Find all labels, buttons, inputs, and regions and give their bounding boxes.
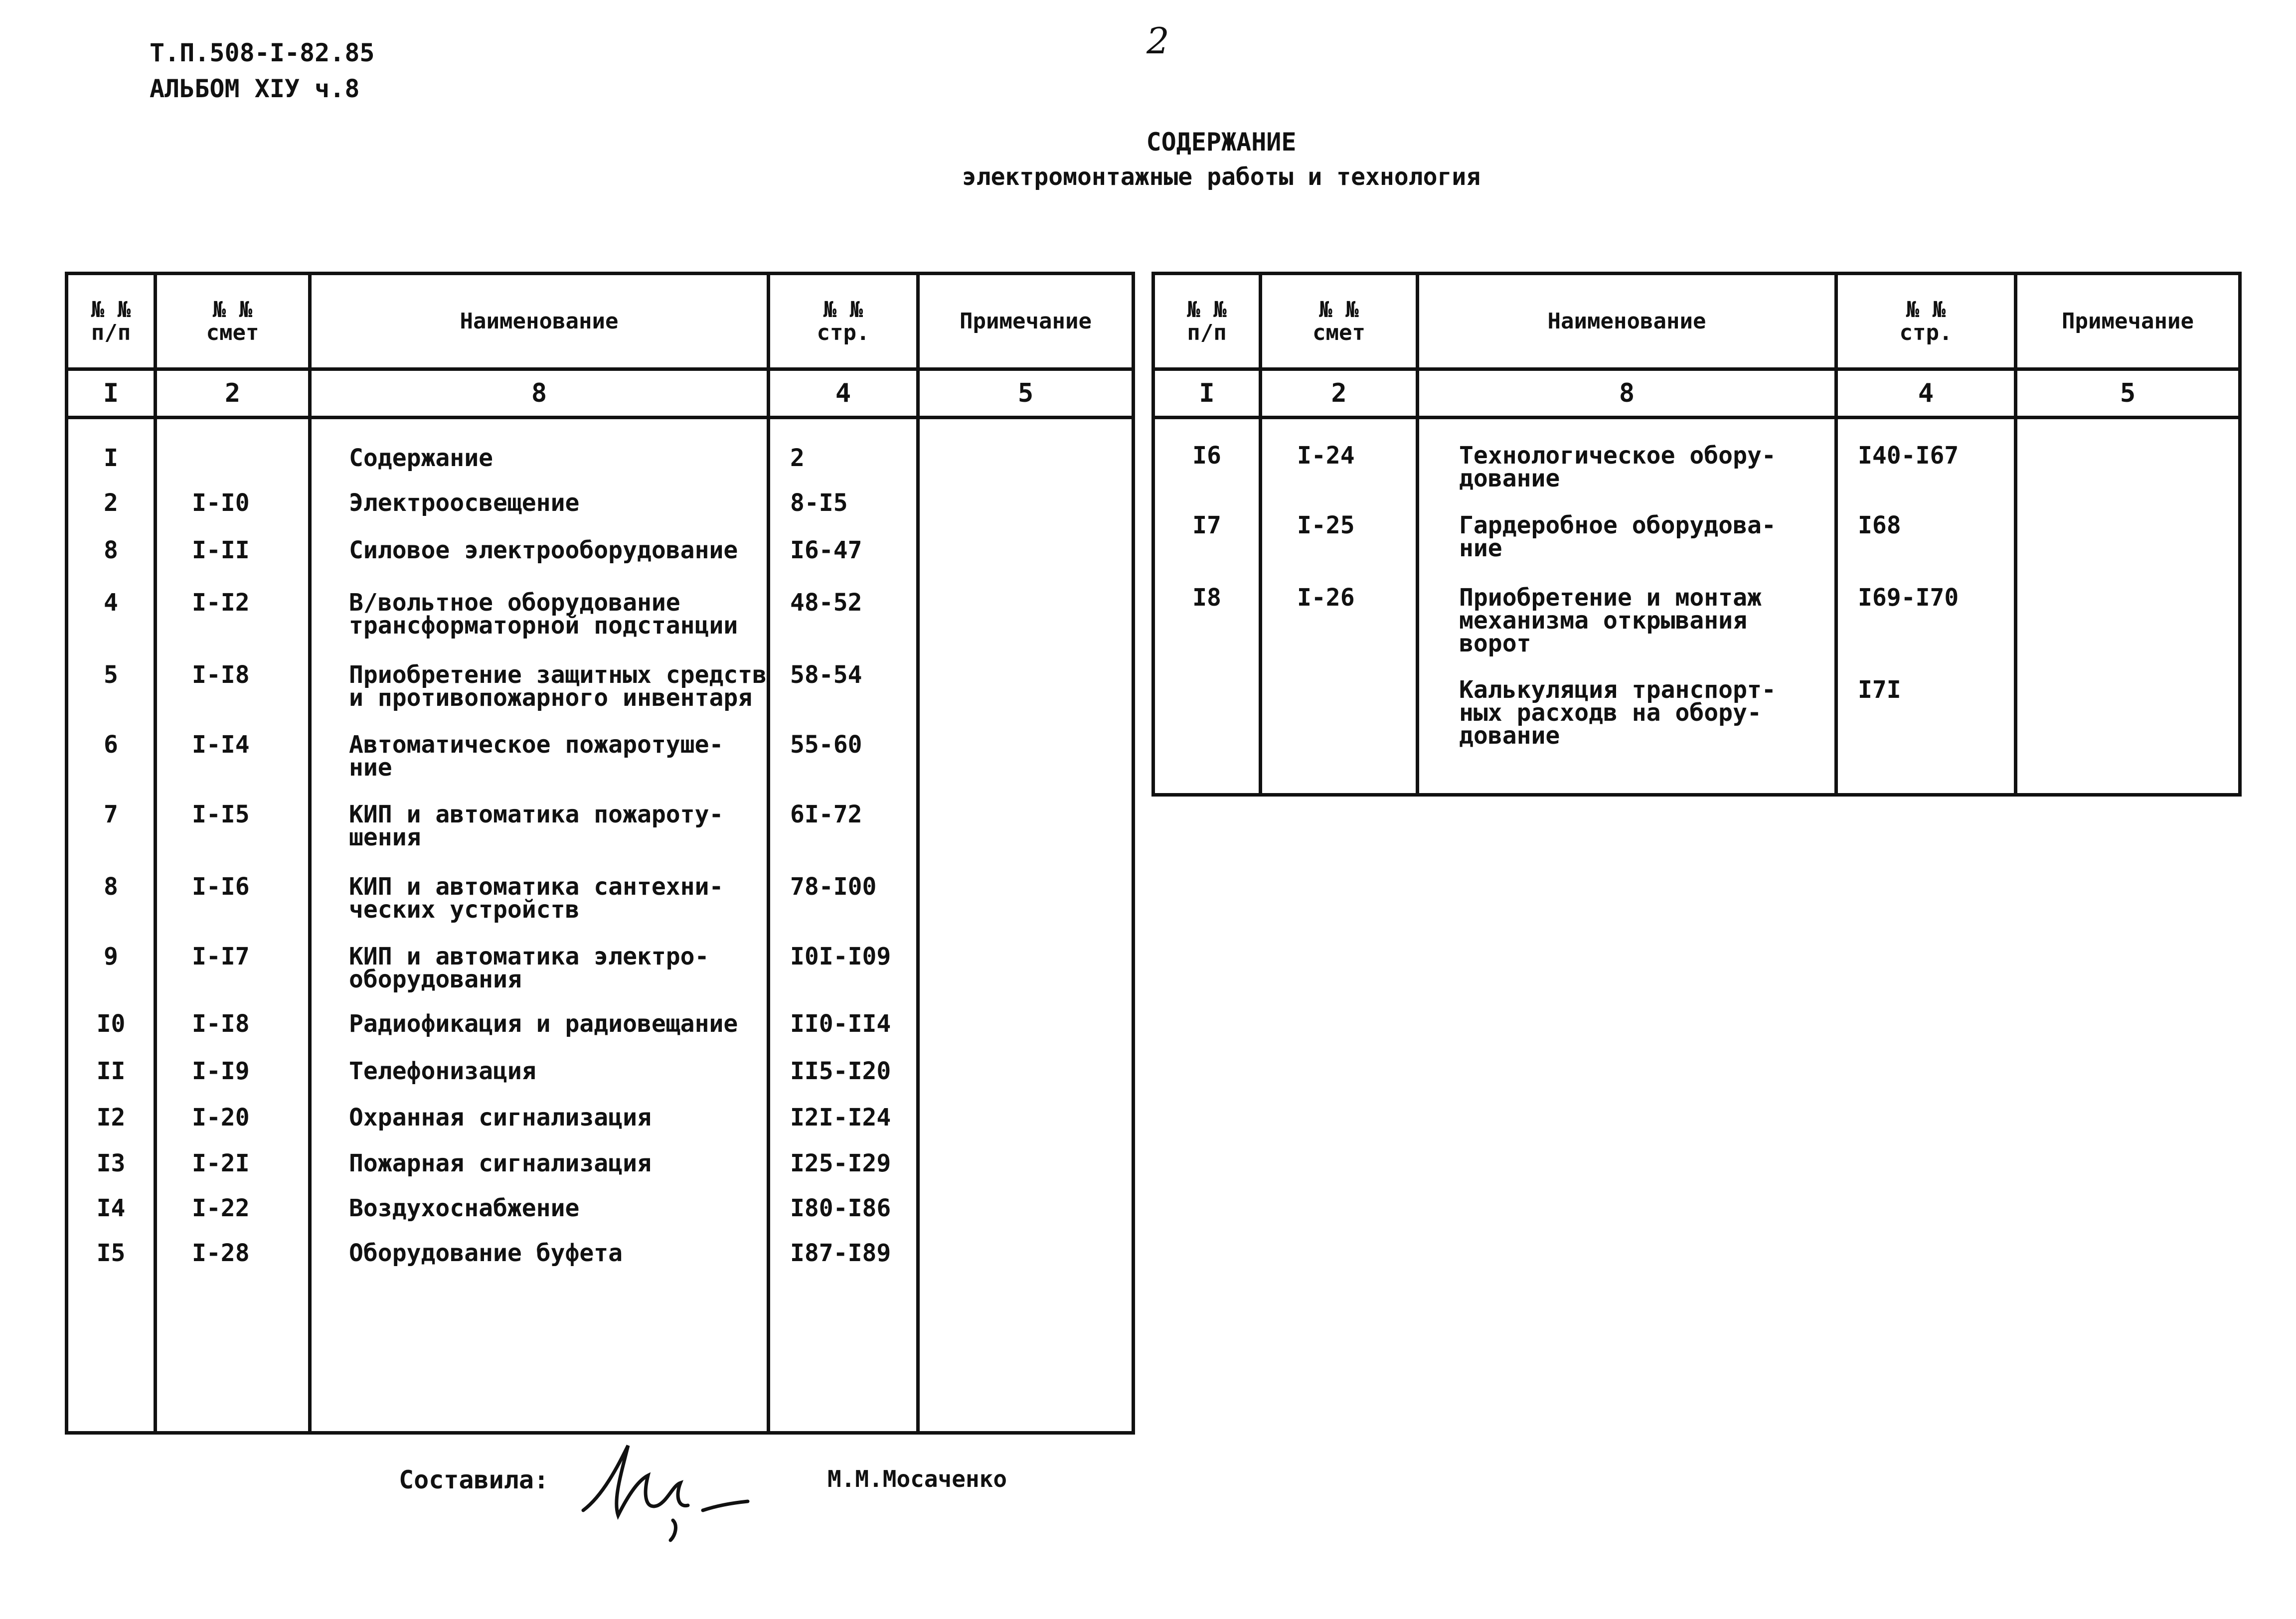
column-name (310, 418, 769, 1433)
row-name: Автоматическое пожаротуше- ние (349, 731, 724, 782)
column-pages (769, 418, 918, 1433)
column-number: 8 (310, 369, 769, 418)
contents-table-right (1151, 272, 2242, 797)
row-smeta: I-I8 (192, 1010, 250, 1038)
column-number: 5 (2016, 369, 2240, 418)
row-name: Охранная сигнализация (349, 1104, 652, 1132)
row-smeta: I-I9 (192, 1057, 250, 1085)
column-name (1418, 418, 1836, 795)
column-number: 2 (1261, 369, 1418, 418)
column-estimate-number (1261, 418, 1418, 795)
column-number: 2 (156, 369, 310, 418)
row-pages: I7I (1858, 676, 1901, 704)
row-name: Силовое электрооборудование (349, 536, 738, 564)
signature-name: М.М.Мосаченко (827, 1465, 1007, 1492)
row-name: Телефонизация (349, 1057, 536, 1085)
row-smeta: I-I5 (192, 801, 250, 828)
row-n: 5 (104, 661, 118, 689)
header-page-number: № № стр. (769, 274, 918, 369)
row-pages: 6I-72 (790, 801, 862, 828)
row-n: II (96, 1057, 126, 1085)
signature-label: Составила: (399, 1465, 549, 1494)
row-n: 9 (104, 943, 118, 971)
row-smeta: I-28 (192, 1239, 250, 1267)
row-pages: 48-52 (790, 589, 862, 617)
row-name: Гардеробное оборудова- ние (1459, 511, 1776, 562)
column-number: 4 (769, 369, 918, 418)
row-smeta: I-25 (1297, 511, 1355, 539)
contents-table-left (65, 272, 1135, 1435)
row-smeta: I-20 (192, 1104, 250, 1132)
row-pages: 8-I5 (790, 489, 848, 517)
row-name: Технологическое обору- дование (1459, 442, 1776, 492)
row-name: КИП и автоматика пожароту- шения (349, 801, 724, 851)
row-n: I8 (1192, 584, 1221, 612)
row-pages: I40-I67 (1858, 442, 1959, 470)
row-pages: I80-I86 (790, 1194, 891, 1222)
row-n: I3 (96, 1149, 126, 1177)
column-number: 8 (1418, 369, 1836, 418)
row-name: Радиофикация и радиовещание (349, 1010, 738, 1038)
row-pages: I6-47 (790, 536, 862, 564)
row-n: 8 (104, 536, 118, 564)
title-block (698, 125, 1745, 194)
row-pages: I68 (1858, 511, 1901, 539)
signature-block (399, 1446, 1097, 1545)
row-name: КИП и автоматика электро- оборудования (349, 943, 709, 993)
row-smeta: I-II (192, 536, 250, 564)
header-page-number: № № стр. (1836, 274, 2016, 369)
row-smeta: I-24 (1297, 442, 1355, 470)
row-smeta: I-I0 (192, 489, 250, 517)
page-number: 2 (1147, 20, 1169, 62)
column-number: I (67, 369, 156, 418)
row-smeta: I-2I (192, 1149, 250, 1177)
header-item-number: № № п/п (1153, 274, 1261, 369)
row-pages: 58-54 (790, 661, 862, 689)
row-name: Воздухоснабжение (349, 1194, 580, 1222)
document-code-line-2: АЛЬБОМ ХIУ ч.8 (150, 74, 360, 103)
column-note (918, 418, 1134, 1433)
row-n: 6 (104, 731, 118, 759)
row-smeta: I-I7 (192, 943, 250, 971)
row-smeta: I-I4 (192, 731, 250, 759)
row-n: I2 (96, 1104, 126, 1132)
row-n: I6 (1192, 442, 1221, 470)
row-n: 4 (104, 589, 118, 617)
row-pages: 55-60 (790, 731, 862, 759)
header-name: Наименование (310, 274, 769, 369)
row-smeta: I-22 (192, 1194, 250, 1222)
header-note: Примечание (2016, 274, 2240, 369)
row-name: Электроосвещение (349, 489, 580, 517)
row-name: Оборудование буфета (349, 1239, 623, 1267)
row-smeta: I-26 (1297, 584, 1355, 612)
column-number: 4 (1836, 369, 2016, 418)
row-pages: I87-I89 (790, 1239, 891, 1267)
row-n: I7 (1192, 511, 1221, 539)
row-smeta: I-I2 (192, 589, 250, 617)
header-estimate-number: № № смет (1261, 274, 1418, 369)
row-pages: 78-I00 (790, 873, 877, 901)
column-note (2016, 418, 2240, 795)
header-estimate-number: № № смет (156, 274, 310, 369)
document-code (150, 35, 375, 107)
column-estimate-number (156, 418, 310, 1433)
row-name: Приобретение защитных средств и противопожарного инвентаря (349, 661, 767, 712)
row-pages: I25-I29 (790, 1149, 891, 1177)
row-smeta: I-I6 (192, 873, 250, 901)
row-n: I0 (96, 1010, 126, 1038)
column-number: I (1153, 369, 1261, 418)
column-item-number (1153, 418, 1261, 795)
document-code-line-1: Т.П.508-I-82.85 (150, 38, 375, 67)
header-name: Наименование (1418, 274, 1836, 369)
row-smeta: I-I8 (192, 661, 250, 689)
row-pages: I2I-I24 (790, 1104, 891, 1132)
row-name: В/вольтное оборудование трансформаторной подстанции (349, 589, 738, 640)
row-pages: I69-I70 (1858, 584, 1959, 612)
row-name: Пожарная сигнализация (349, 1149, 652, 1177)
row-n: 2 (104, 489, 118, 517)
row-pages: 2 (790, 444, 805, 472)
handwritten-signature (573, 1436, 753, 1545)
column-pages (1836, 418, 2016, 795)
column-item-number (67, 418, 156, 1433)
row-pages: II5-I20 (790, 1057, 891, 1085)
row-n: 7 (104, 801, 118, 828)
row-n: I4 (96, 1194, 126, 1222)
row-pages: II0-II4 (790, 1010, 891, 1038)
row-pages: I0I-I09 (790, 943, 891, 971)
row-n: I5 (96, 1239, 126, 1267)
row-name: Приобретение и монтаж механизма открывания ворот (1459, 584, 1762, 657)
row-name: Калькуляция транспорт- ных расходв на обору- дование (1459, 676, 1776, 750)
column-number: 5 (918, 369, 1134, 418)
row-n: I (104, 444, 118, 472)
header-item-number: № № п/п (67, 274, 156, 369)
page-subtitle: электромонтажные работы и технология (962, 163, 1481, 191)
row-n: 8 (104, 873, 118, 901)
row-name: Содержание (349, 444, 493, 472)
page-title: СОДЕРЖАНИЕ (1146, 128, 1297, 157)
row-name: КИП и автоматика сантехни- ческих устройств (349, 873, 724, 924)
header-note: Примечание (918, 274, 1134, 369)
